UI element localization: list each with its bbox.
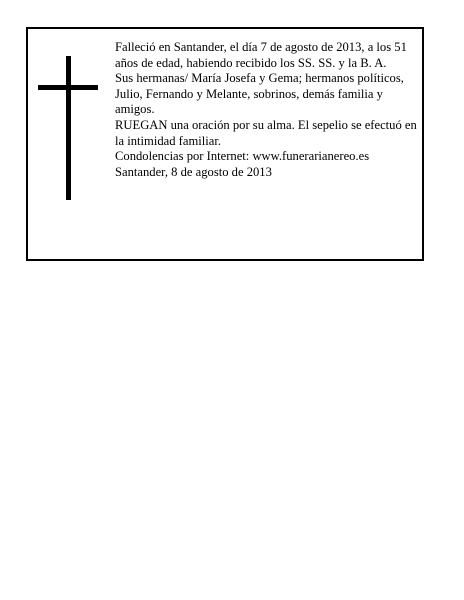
notice-place-date: Santander, 8 de agosto de 2013: [115, 164, 272, 179]
notice-death-announcement: Falleció en Santander, el día 7 de agosto de 2013, a los 51 años de edad, habiendo recibido los SS. SS. y la B. A.: [115, 40, 407, 70]
notice-prayer-request: RUEGAN una oración por su alma. El sepelio se efectuó en la intimidad familiar.: [115, 117, 417, 148]
notice-text: [115, 40, 420, 180]
latin-cross-icon: [38, 56, 98, 200]
obituary-notice: [26, 27, 424, 261]
notice-condolences-web: Condolencias por Internet: www.funerarianereo.es: [115, 149, 370, 164]
notice-family-mourners: Sus hermanas/ María Josefa y Gema; hermanos políticos, Julio, Fernando y Melante, sobrinos, demás familia y amigos.: [115, 71, 404, 117]
cross-horizontal-bar: [38, 85, 98, 90]
cross-vertical-bar: [66, 56, 71, 200]
